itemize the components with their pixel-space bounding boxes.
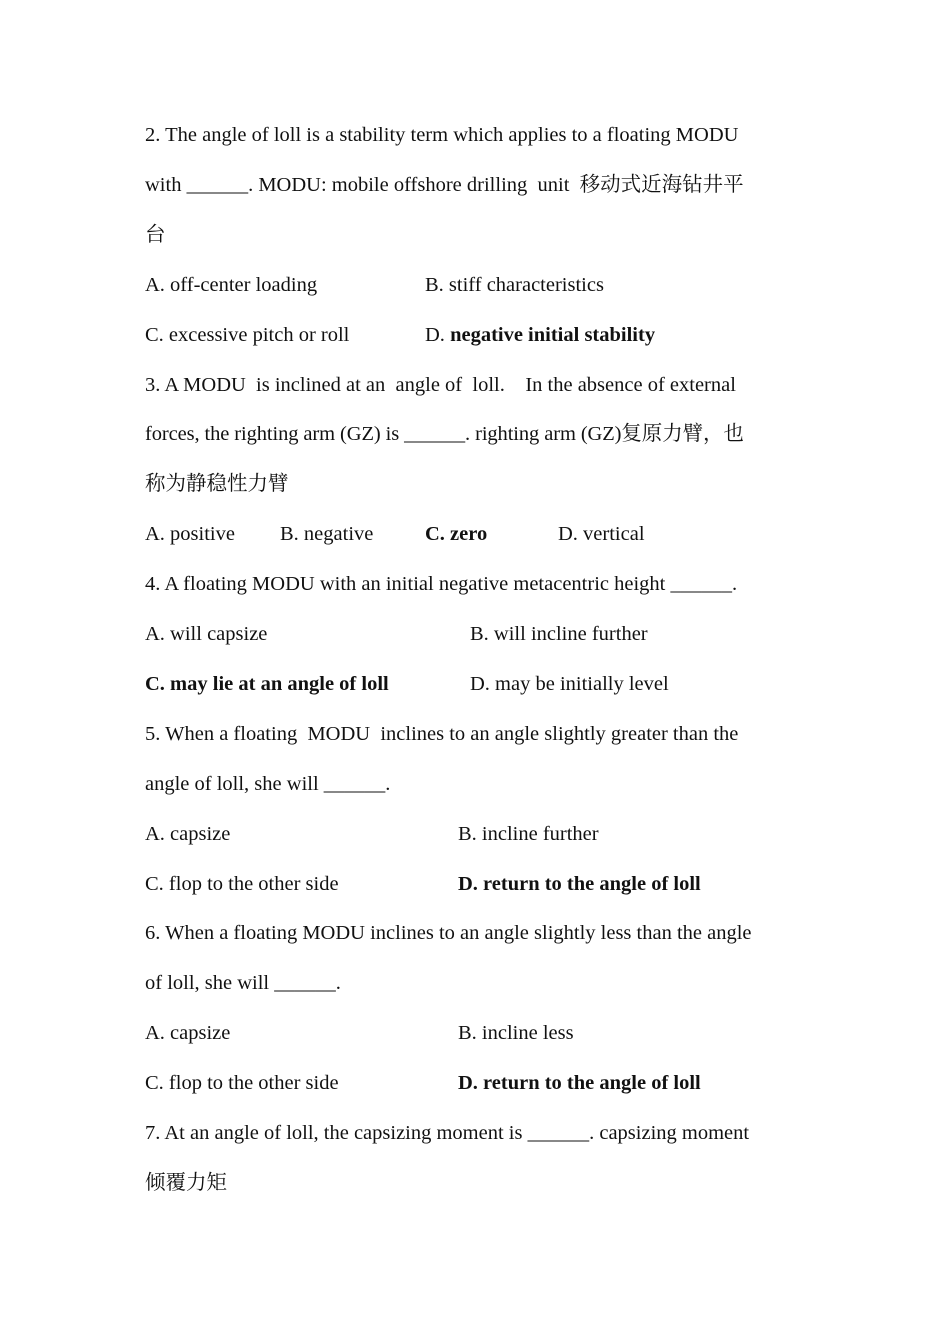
option-a: A. will capsize (145, 623, 268, 646)
question-3 (145, 361, 809, 561)
question-2-options-row-1 (145, 261, 809, 311)
question-6-options-row-2 (145, 1059, 809, 1109)
option-b: B. negative (280, 523, 374, 546)
option-d: D. return to the angle of loll (458, 1072, 701, 1095)
question-7-line-2: 倾覆力矩 (145, 1171, 227, 1194)
question-5-line-1: 5. When a floating MODU inclines to an angle slightly greater than the (145, 722, 739, 745)
question-2-options-row-2 (145, 311, 809, 361)
option-d (425, 311, 655, 361)
question-7-line-1: 7. At an angle of loll, the capsizing moment is ______. capsizing moment (145, 1121, 750, 1144)
question-6-line-1: 6. When a floating MODU inclines to an angle slightly less than the angle (145, 922, 752, 945)
option-c: C. flop to the other side (145, 872, 339, 895)
option-d: D. return to the angle of loll (458, 872, 701, 895)
question-3-line-1: 3. A MODU is inclined at an angle of loll. In the absence of external (145, 373, 736, 396)
option-a: A. capsize (145, 822, 231, 845)
question-3-line-2: forces, the righting arm (GZ) is ______. righting arm (GZ)复原力臂，也 (145, 423, 744, 446)
question-4-options-row-2 (145, 660, 809, 710)
question-6-line-2: of loll, she will ______. (145, 972, 341, 995)
question-4-line-1: 4. A floating MODU with an initial negative metacentric height ______. (145, 573, 738, 596)
option-d: D. may be initially level (470, 672, 669, 695)
document-body (145, 111, 809, 1209)
question-5 (145, 710, 809, 910)
question-3-options-row-1 (145, 510, 809, 560)
option-a: A. positive (145, 523, 235, 546)
option-c: C. may lie at an angle of loll (145, 672, 389, 695)
question-5-options-row-1 (145, 810, 809, 860)
question-5-line-2: angle of loll, she will ______. (145, 772, 391, 795)
question-2-line-2: with ______. MODU: mobile offshore drilling unit 移动式近海钻井平 (145, 173, 744, 196)
option-c: C. flop to the other side (145, 1072, 339, 1095)
option-a: A. capsize (145, 1022, 231, 1045)
question-4 (145, 560, 809, 710)
option-b: B. incline less (458, 1022, 574, 1045)
question-6 (145, 909, 809, 1109)
option-d-prefix: D. (425, 323, 451, 346)
option-d-answer: negative initial stability (450, 323, 656, 346)
question-2 (145, 111, 809, 361)
option-b: B. will incline further (470, 623, 648, 646)
option-c: C. zero (425, 523, 488, 546)
question-4-options-row-1 (145, 610, 809, 660)
option-b: B. incline further (458, 822, 599, 845)
question-2-line-3: 台 (145, 223, 166, 246)
question-6-options-row-1 (145, 1009, 809, 1059)
question-3-line-3: 称为静稳性力臂 (145, 473, 289, 496)
question-7 (145, 1109, 809, 1209)
question-5-options-row-2 (145, 860, 809, 910)
option-b: B. stiff characteristics (425, 273, 604, 296)
question-2-line-1: 2. The angle of loll is a stability term which applies to a floating MODU (145, 124, 739, 146)
option-a: A. off-center loading (145, 273, 318, 296)
option-d: D. vertical (558, 523, 645, 546)
option-c: C. excessive pitch or roll (145, 323, 350, 346)
